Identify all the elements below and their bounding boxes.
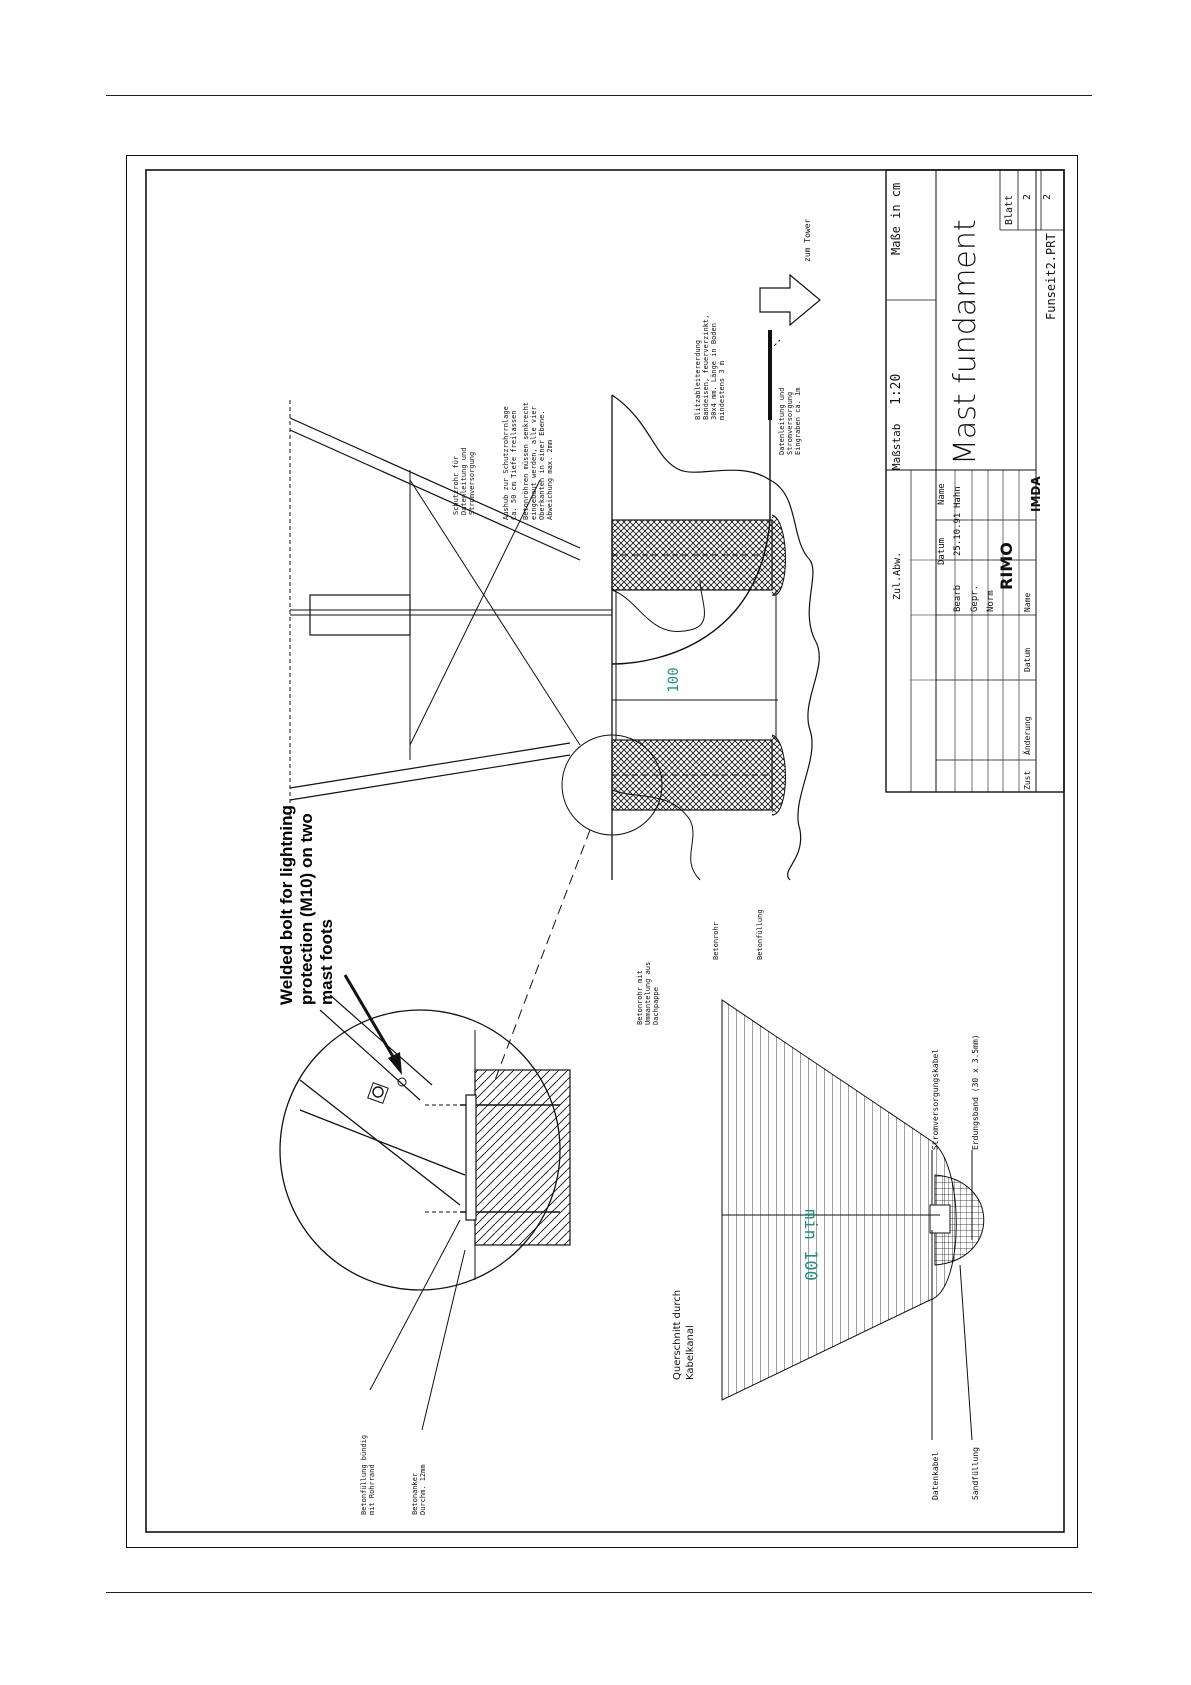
foundation-left (612, 735, 786, 815)
svg-text:Sandfüllung: Sandfüllung (971, 1447, 980, 1500)
revision-grid (911, 470, 1036, 792)
callout-line-2: protection (M10) on two (297, 813, 316, 1005)
svg-text:Betonfüllung bündig: Betonfüllung bündig (360, 1434, 368, 1515)
svg-text:Betonrohr: Betonrohr (712, 922, 720, 960)
svg-text:Eingraben ca. 1m: Eingraben ca. 1m (794, 387, 802, 455)
callout-line-3: mast foots (317, 919, 336, 1005)
svg-text:Betonanker: Betonanker (411, 1472, 419, 1515)
svg-text:100: 100 (666, 667, 682, 693)
title-block (886, 170, 1064, 792)
rev-col-datum: Datum (1023, 647, 1032, 672)
zum-tower-arrow (760, 275, 820, 325)
svg-text:Betonfüllung: Betonfüllung (756, 909, 764, 960)
svg-text:Erdungsband (30 x 3.5mm): Erdungsband (30 x 3.5mm) (971, 1034, 980, 1150)
svg-text:Ummantelung aus: Ummantelung aus (644, 961, 652, 1025)
foundation-right (612, 515, 786, 595)
svg-text:mit Rohrrand: mit Rohrrand (368, 1464, 376, 1515)
sheet-total: 2 (1042, 193, 1053, 200)
svg-text:Stromversorgung: Stromversorgung (468, 451, 476, 515)
datum-header: Datum (937, 537, 947, 565)
svg-text:Blitzableitererdung: Blitzableitererdung (694, 339, 702, 420)
name-header: Name (937, 483, 947, 505)
rev-col-aenderung: Änderung (1023, 716, 1032, 755)
row-datum-bearb: 25.10.91 (953, 512, 963, 556)
svg-text:30x4 mm. Länge in Boden: 30x4 mm. Länge in Boden (710, 323, 718, 420)
svg-text:Querschnitt durch: Querschnitt durch (672, 1289, 683, 1380)
svg-text:Stromversorgung: Stromversorgung (786, 391, 794, 455)
dimension-100 (612, 590, 778, 740)
svg-text:eingebaut werden, alle vier: eingebaut werden, alle vier (530, 406, 538, 520)
zul-abw: Zul.Abw. (892, 551, 903, 600)
svg-text:Abweichung max. 2mm: Abweichung max. 2mm (546, 439, 554, 520)
rev-col-name: Name (1023, 592, 1032, 612)
detail-view (280, 995, 570, 1290)
drawing-title: Mast fundament (948, 219, 983, 465)
svg-text:mindestens 3 m: mindestens 3 m (718, 360, 726, 420)
logo-sub: IMDA (1029, 476, 1043, 512)
sheet-current: 2 (1022, 193, 1033, 200)
svg-text:Stromversorgungskabel: Stromversorgungskabel (931, 1048, 940, 1150)
callout-arrow (345, 975, 402, 1075)
svg-text:Kabelkanal: Kabelkanal (685, 1325, 696, 1380)
svg-text:Oberkanten in einer Ebene.: Oberkanten in einer Ebene. (538, 410, 546, 520)
row-label-norm: Norm (986, 590, 996, 612)
svg-text:Bandeisen, feuerverzinkt,: Bandeisen, feuerverzinkt, (702, 314, 710, 420)
callout-line-1: Welded bolt for lightning (277, 805, 296, 1005)
svg-text:min 100: min 100 (800, 1209, 820, 1281)
rev-col-zust: Zust (1023, 770, 1032, 790)
row-name-bearb: Hahn (953, 486, 963, 508)
svg-text:Durchm. 12mm: Durchm. 12mm (419, 1464, 427, 1515)
svg-text:Ca. 50 cm Tiefe freilassen: Ca. 50 cm Tiefe freilassen (510, 410, 518, 520)
units-label: Maße in cm (889, 182, 903, 255)
svg-text:Aushub zur Schutzrohrrnlage: Aushub zur Schutzrohrrnlage (502, 406, 510, 520)
mast-structure (290, 400, 612, 820)
svg-text:Datenleitung und: Datenleitung und (460, 447, 468, 515)
scale-label: Maßstab (890, 423, 903, 470)
scale-value: 1:20 (889, 373, 904, 405)
sheet-label: Blatt (1004, 194, 1015, 225)
svg-text:Dachpappe: Dachpappe (652, 987, 660, 1025)
svg-text:Betonröhren müssen senkrecht: Betonröhren müssen senkrecht (522, 401, 530, 520)
cable-cross-section (722, 1000, 984, 1400)
row-label-gepr: Gepr. (970, 584, 980, 612)
logo-text: RIMO (997, 542, 1016, 590)
svg-text:Schutzrohr für: Schutzrohr für (452, 455, 460, 515)
file-name: Funseit2.PRT (1044, 233, 1058, 320)
row-label-bearb: Bearb (953, 584, 963, 612)
svg-text:Datenkabel: Datenkabel (931, 1451, 940, 1500)
svg-text:Betonrohr mit: Betonrohr mit (636, 970, 644, 1025)
svg-text:Datenleitung und: Datenleitung und (778, 387, 786, 455)
svg-text:zum Tower: zum Tower (803, 218, 812, 262)
